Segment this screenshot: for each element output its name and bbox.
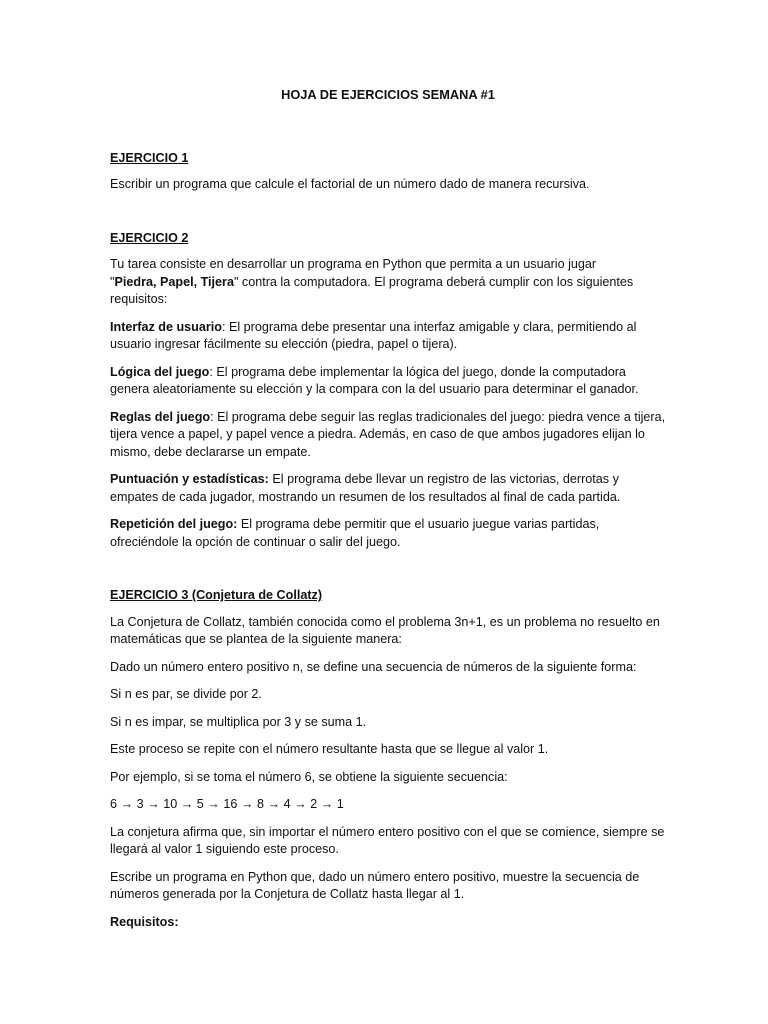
collatz-paragraph-8: La conjetura afirma que, sin importar el número entero positivo con el que se comience, siempre se llegará al valor 1 siguiendo este proceso. [110,824,665,856]
requirement-score [110,471,666,506]
exercise-2-intro-game-name: Piedra, Papel, Tijera [114,274,234,289]
exercise-2-heading: EJERCICIO 2 [110,230,189,245]
collatz-paragraph-9: Escribe un programa en Python que, dado un número entero positivo, muestre la secuencia de números generada por la Conjetura de Collatz hasta llegar al 1. [110,869,640,901]
exercise-2-intro-a: Tu tarea consiste en desarrollar un programa en Python que permita a un usuario jugar [110,257,597,271]
requirement-text: : El programa debe seguir las reglas tradicionales del juego: piedra vence a tijera, tijera vence a papel, y papel vence a piedra. Además, en caso de que ambos jugadores elijan lo mismo, debe declararse un empate. [110,409,666,459]
requirement-repeat [110,516,666,551]
requirements-label: Requisitos: [110,914,179,929]
page-title: HOJA DE EJERCICIOS SEMANA #1 [281,87,495,102]
exercise-1-heading: EJERCICIO 1 [110,150,189,165]
collatz-paragraph-4: Si n es impar, se multiplica por 3 y se suma 1. [110,714,367,729]
collatz-paragraph-2: Dado un número entero positivo n, se define una secuencia de números de la siguiente forma: [110,659,637,674]
requirement-logic [110,364,666,399]
requirement-label: Puntuación y estadísticas: [110,472,269,486]
requirement-label: Reglas del juego [110,409,211,424]
collatz-paragraph-5: Este proceso se repite con el número resultante hasta que se llegue al valor 1. [110,742,549,756]
requirement-text: : El programa debe presentar una interfaz amigable y clara, permitiendo al usuario ingresar fácilmente su elección (piedra, papel o tijera). [110,319,637,351]
exercise-3-heading: EJERCICIO 3 (Conjetura de Collatz) [110,588,323,602]
requirement-interface [110,319,666,354]
requirement-label: Interfaz de usuario [110,319,222,334]
exercise-2-intro-quote: " [110,274,115,289]
collatz-paragraph-1: La Conjetura de Collatz, también conocida como el problema 3n+1, es un problema no resuelto en matemáticas que se plantea de la siguiente manera: [110,614,660,646]
collatz-paragraph-6: Por ejemplo, si se toma el número 6, se obtiene la siguiente secuencia: [110,769,508,784]
collatz-sequence: 6 → 3 → 10 → 5 → 16 → 8 → 4 → 2 → 1 [110,797,344,811]
exercise-2-intro [110,256,666,309]
requirement-text: El programa debe permitir que el usuario juegue varias partidas, ofreciéndole la opción de continuar o salir del juego. [110,517,600,549]
requirement-text: El programa debe llevar un registro de las victorias, derrotas y empates de cada jugador, mostrando un resumen de los resultados al final de cada partida. [110,472,621,504]
requirement-label: Lógica del juego [110,364,210,379]
document-body [110,86,666,931]
exercise-2-intro-b: " contra la computadora. El programa deberá cumplir con los siguientes requisitos: [110,274,634,306]
requirement-text: : El programa debe implementar la lógica del juego, donde la computadora genera aleatoriamente su elección y la compara con la del usuario para determinar el ganador. [110,364,639,396]
exercise-1-text: Escribir un programa que calcule el factorial de un número dado de manera recursiva. [110,177,590,191]
requirement-rules [110,409,666,462]
requirement-label: Repetición del juego: [110,517,238,531]
collatz-paragraph-3: Si n es par, se divide por 2. [110,687,262,701]
